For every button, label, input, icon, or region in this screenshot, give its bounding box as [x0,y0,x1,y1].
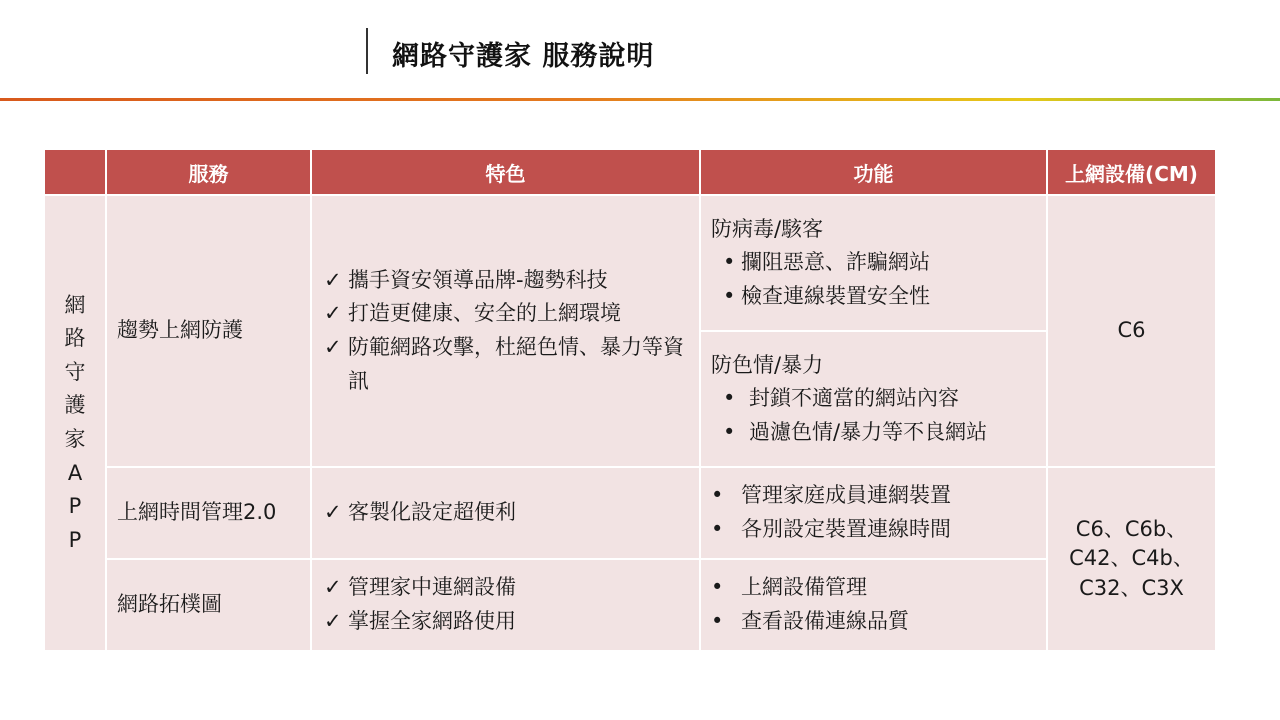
function-item: • 檢查連線裝置安全性 [711,280,1036,314]
function-item: • 封鎖不適當的網站內容 [711,382,1036,416]
header-gradient-rule [0,98,1280,101]
table-row [44,559,1216,651]
table-row [44,195,1216,331]
group-label-char: 路 [64,326,86,351]
features-list [322,571,689,638]
cm-cell-multi: C6、C6b、C42、C4b、C32、C3X [1047,467,1216,651]
functions-list [711,479,1036,546]
header-cm: 上網設備(CM) [1047,149,1216,195]
group-label-char: P [68,527,82,552]
group-label-char: 家 [64,427,86,451]
functions-cell-violence [700,331,1047,467]
function-item: • 攔阻惡意、詐騙網站 [711,246,1036,280]
functions-cell-topology [700,559,1047,651]
table-header-row [44,149,1216,195]
features-cell-topology [311,559,700,651]
header-functions: 功能 [700,149,1047,195]
service-cell-time: 上網時間管理2.0 [106,467,311,559]
function-item: • 查看設備連線品質 [711,605,1036,639]
table-row [44,467,1216,559]
feature-item: ✓ 打造更健康、安全的上網環境 [322,297,689,331]
functions-list [711,246,1036,313]
functions-cell-time [700,467,1047,559]
header-service: 服務 [106,149,311,195]
service-cell-topology: 網路拓樸圖 [106,559,311,651]
group-label-char: A [67,460,83,485]
function-item: • 管理家庭成員連網裝置 [711,479,1036,513]
function-heading: 防色情/暴力 [711,352,824,377]
function-heading: 防病毒/駭客 [711,216,824,241]
group-label-cell [44,195,106,651]
header-blank [44,149,106,195]
features-cell-trend [311,195,700,467]
title-divider [366,28,368,74]
feature-item: ✓ 客製化設定超便利 [322,496,689,530]
header-features: 特色 [311,149,700,195]
function-item: • 上網設備管理 [711,571,1036,605]
page-title: 網路守護家 服務說明 [392,41,655,72]
functions-cell-virus [700,195,1047,331]
features-cell-time [311,467,700,559]
group-label-char: 護 [64,393,86,418]
group-label-char: 守 [64,359,86,384]
functions-list [711,571,1036,638]
feature-item: ✓ 管理家中連網設備 [322,571,689,605]
cm-cell-trend: C6 [1047,195,1216,467]
group-label-char: 網 [64,292,86,317]
functions-list [711,382,1036,449]
function-item: • 各別設定裝置連線時間 [711,513,1036,547]
function-item: • 過濾色情/暴力等不良網站 [711,416,1036,450]
feature-item: ✓ 攜手資安領導品牌-趨勢科技 [322,264,689,298]
service-cell-trend: 趨勢上網防護 [106,195,311,467]
feature-item: ✓ 掌握全家網路使用 [322,605,689,639]
features-list [322,264,689,398]
features-list [322,496,689,530]
feature-item: ✓ 防範網路攻擊，杜絕色情、暴力等資訊 [322,331,689,398]
service-table [43,148,1217,652]
group-label-char: P [68,494,82,519]
